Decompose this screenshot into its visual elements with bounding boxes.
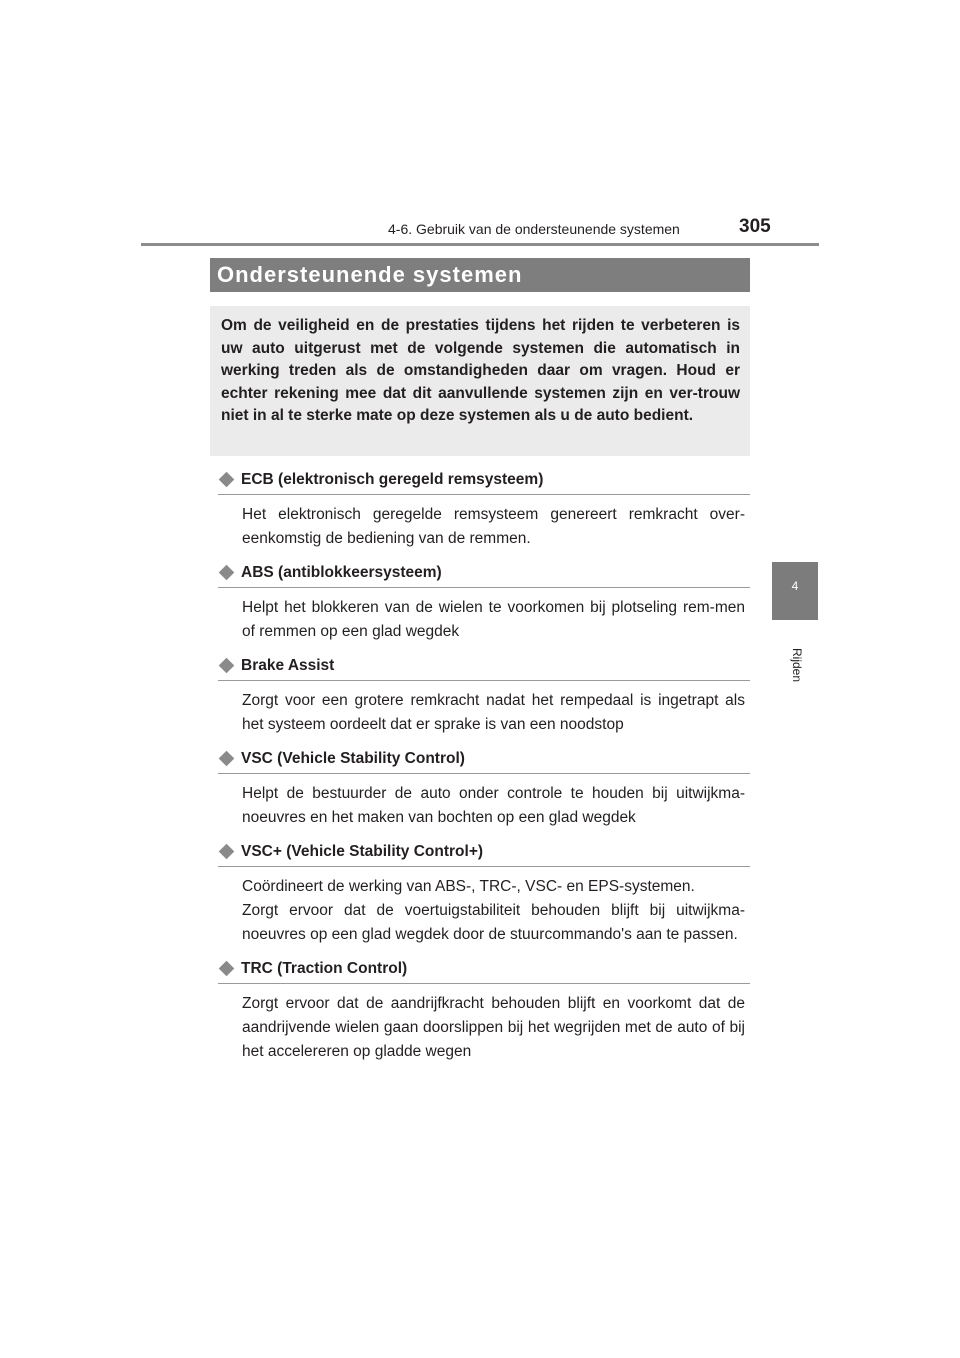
diamond-bullet-icon <box>219 565 235 581</box>
system-heading <box>218 468 750 495</box>
system-title: VSC+ (Vehicle Stability Control+) <box>241 842 484 860</box>
system-paragraph: Helpt de bestuurder de auto onder controle te houden bij uitwijkma-noeuvres en het maken van bochten op een glad wegdek <box>242 785 745 826</box>
system-description <box>242 503 745 551</box>
system-title: ABS (antiblokkeersysteem) <box>241 563 442 581</box>
chapter-tab-label: Rijden <box>790 647 804 683</box>
system-paragraph: Het elektronisch geregelde remsysteem genereert remkracht over-eenkomstig de bediening van de remmen. <box>242 506 745 547</box>
system-description <box>242 875 745 947</box>
system-heading <box>218 654 750 681</box>
chapter-title: 4-6. Gebruik van de ondersteunende systemen <box>388 221 680 237</box>
diamond-bullet-icon <box>219 961 235 977</box>
system-item <box>218 957 750 1064</box>
section-title: Ondersteunende systemen <box>210 258 750 292</box>
system-paragraph: Zorgt ervoor dat de voertuigstabiliteit behouden blijft bij uitwijkma-noeuvres op een glad wegdek door de stuurcommando's aan te passen. <box>242 902 745 943</box>
system-description <box>242 992 745 1064</box>
system-title: VSC (Vehicle Stability Control) <box>241 749 465 767</box>
system-paragraph: Zorgt ervoor dat de aandrijfkracht behouden blijft en voorkomt dat de aandrijvende wielen gaan doorslippen bij het wegrijden met de auto of bij het accelereren op gladde wegen <box>242 995 745 1060</box>
page-number: 305 <box>739 216 771 237</box>
system-paragraph: Helpt het blokkeren van de wielen te voorkomen bij plotseling rem-men of remmen op een glad wegdek <box>242 599 745 640</box>
system-item <box>218 747 750 830</box>
intro-box: Om de veiligheid en de prestaties tijdens het rijden te verbeteren is uw auto uitgerust met de volgende systemen die automatisch in werking treden als de omstandigheden daar om vragen. Houd er echter rekening mee dat dit aanvullende systemen zijn en ver-trouw niet in al te sterke mate op deze systemen als u de auto bedient. <box>210 306 750 456</box>
diamond-bullet-icon <box>219 472 235 488</box>
chapter-tab[interactable] <box>772 562 818 620</box>
system-description <box>242 689 745 737</box>
system-heading <box>218 840 750 867</box>
system-paragraph: Zorgt voor een grotere remkracht nadat het rempedaal is ingetrapt als het systeem oordeelt dat er sprake is van een noodstop <box>242 692 745 733</box>
system-paragraph: Coördineert de werking van ABS-, TRC-, VSC- en EPS-systemen. <box>242 878 695 895</box>
system-item <box>218 654 750 737</box>
diamond-bullet-icon <box>219 844 235 860</box>
system-heading <box>218 957 750 984</box>
system-title: TRC (Traction Control) <box>241 959 408 977</box>
system-title: ECB (elektronisch geregeld remsysteem) <box>241 470 544 488</box>
systems-list <box>218 468 750 1064</box>
system-item <box>218 561 750 644</box>
diamond-bullet-icon <box>219 751 235 767</box>
system-item <box>218 840 750 947</box>
system-item <box>218 468 750 551</box>
system-description <box>242 782 745 830</box>
system-heading <box>218 747 750 774</box>
header-divider <box>141 243 819 246</box>
system-title: Brake Assist <box>241 656 335 674</box>
chapter-tab-number: 4 <box>791 579 799 593</box>
diamond-bullet-icon <box>219 658 235 674</box>
system-heading <box>218 561 750 588</box>
system-description <box>242 596 745 644</box>
